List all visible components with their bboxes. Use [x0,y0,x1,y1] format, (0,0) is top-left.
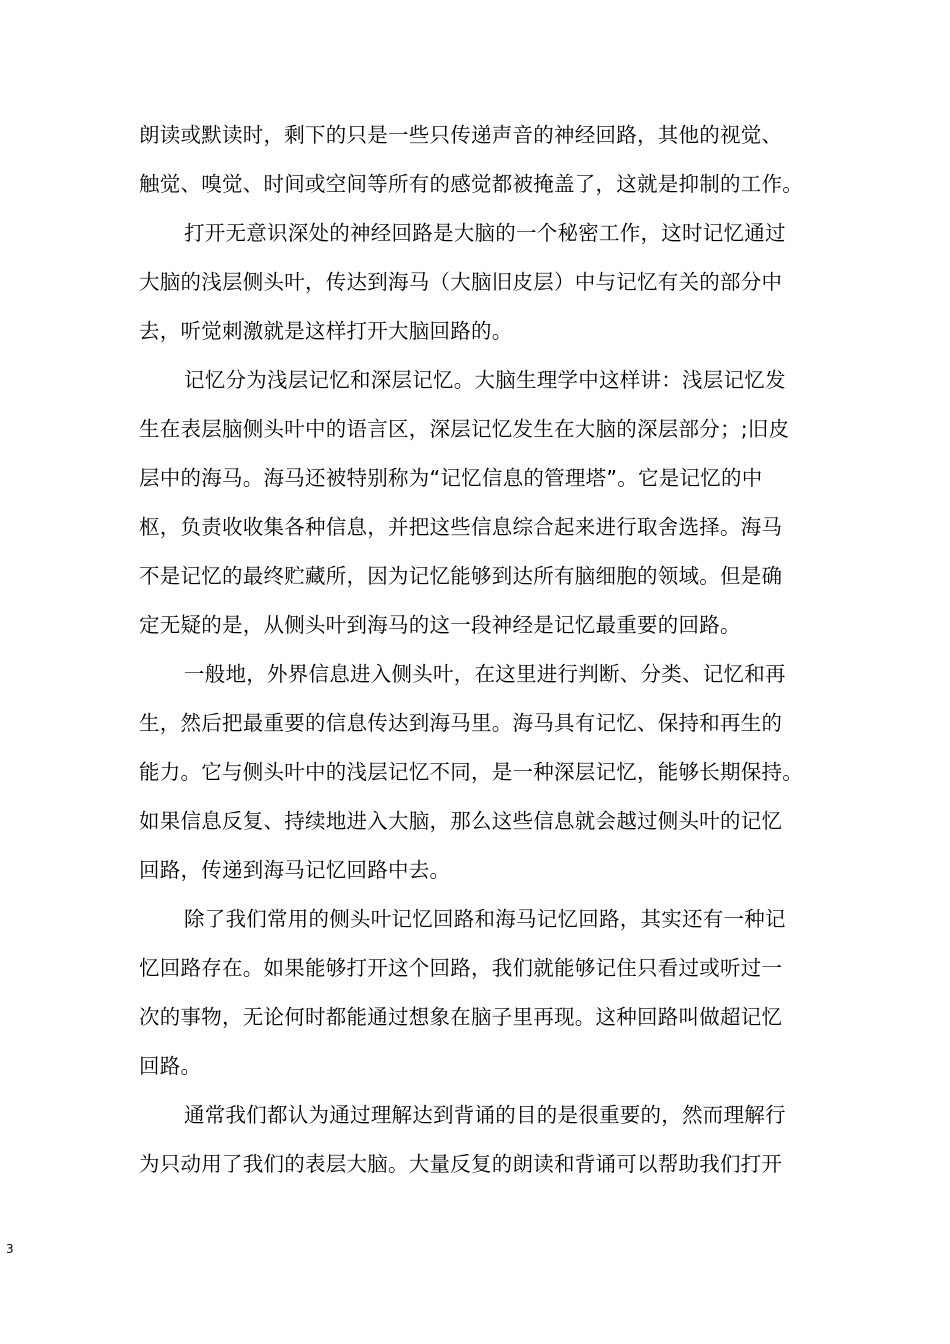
text-line: 定无疑的是，从侧头叶到海马的这一段神经是记忆最重要的回路。 [139,613,741,637]
text-line: 触觉、嗅觉、时间或空间等所有的感觉都被掩盖了，这就是抑制的工作。 [139,172,803,196]
text-line: 为只动用了我们的表层大脑。大量反复的朗读和背诵可以帮助我们打开 [139,1152,783,1176]
text-line: 如果信息反复、持续地进入大脑，那么这些信息就会越过侧头叶的记忆 [139,809,783,833]
text-line: 枢，负责收收集各种信息，并把这些信息综合起来进行取舍选择。海马 [139,515,783,539]
text-line: 生在表层脑侧头叶中的语言区，深层记忆发生在大脑的深层部分；;旧皮 [139,417,790,441]
text-line: 不是记忆的最终贮藏所，因为记忆能够到达所有脑细胞的领域。但是确 [139,564,783,588]
text-line: 生，然后把最重要的信息传达到海马里。海马具有记忆、保持和再生的 [139,711,783,735]
text-line: 回路，传递到海马记忆回路中去。 [139,858,451,882]
paragraph-first-line: 记忆分为浅层记忆和深层记忆。大脑生理学中这样讲：浅层记忆发 [184,368,786,392]
paragraph-first-line: 打开无意识深处的神经回路是大脑的一个秘密工作，这时记忆通过 [184,221,786,245]
document-body [139,111,829,1189]
text-line: 回路。 [139,1054,202,1078]
text-line: 大脑的浅层侧头叶，传达到海马（大脑旧皮层）中与记忆有关的部分中 [139,270,783,294]
paragraph-first-line: 除了我们常用的侧头叶记忆回路和海马记忆回路，其实还有一种记 [184,907,786,931]
text-line: 去，听觉刺激就是这样打开大脑回路的。 [139,319,513,343]
paragraph-first-line: 通常我们都认为通过理解达到背诵的目的是很重要的，然而理解行 [184,1103,786,1127]
text-line: 能力。它与侧头叶中的浅层记忆不同，是一种深层记忆，能够长期保持。 [139,760,803,784]
paragraph-first-line: 一般地，外界信息进入侧头叶，在这里进行判断、分类、记忆和再 [184,662,786,686]
text-line: 忆回路存在。如果能够打开这个回路，我们就能够记住只看过或听过一 [139,956,783,980]
text-line: 次的事物，无论何时都能通过想象在脑子里再现。这种回路叫做超记忆 [139,1005,783,1029]
page-number: 3 [6,1242,14,1256]
text-line: 朗读或默读时，剩下的只是一些只传递声音的神经回路，其他的视觉、 [139,123,783,147]
text-line: 层中的海马。海马还被特别称为“记忆信息的管理塔”。它是记忆的中 [139,466,763,490]
